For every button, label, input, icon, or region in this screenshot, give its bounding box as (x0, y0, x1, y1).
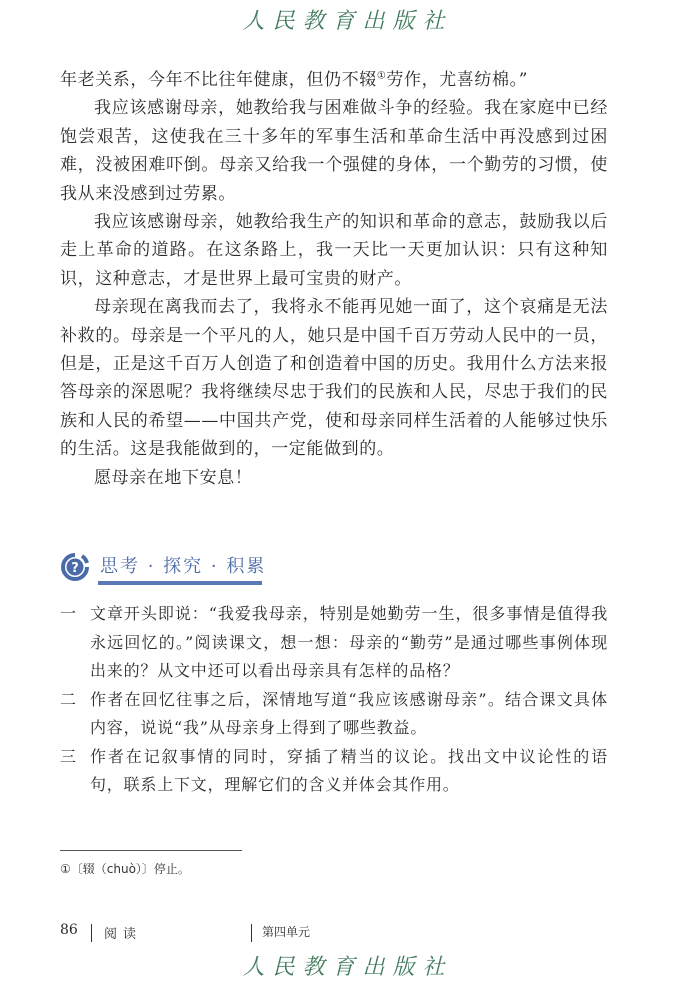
question-item (60, 743, 608, 800)
question-number: 一 (60, 604, 77, 623)
footer-divider (251, 924, 252, 942)
section-title: 思考 · 探究 · 积累 (100, 556, 267, 577)
publisher-logo-bottom: 人民教育出版社 (242, 955, 453, 980)
exercise-questions (60, 600, 608, 800)
question-item (60, 686, 608, 743)
paragraph-text: 年老关系，今年不比往年健康，但仍不辍 (60, 70, 377, 90)
svg-text:?: ? (71, 561, 79, 576)
paragraph-text: 劳作，尤喜纺棉。” (386, 70, 528, 90)
footer-unit-name: 第四单元 (262, 925, 311, 939)
publisher-logo-top: 人民教育出版社 (242, 9, 453, 34)
question-mark-circle-icon (60, 552, 90, 582)
question-text: 作者在记叙事情的同时，穿插了精当的议论。找出文中议论性的语句，联系上下文，理解它们的含义并体会其作用。 (90, 746, 608, 794)
footer-section-name: 阅读 (104, 927, 143, 942)
question-number: 三 (60, 746, 77, 766)
question-text: 作者在回忆往事之后，深情地写道“我应该感谢母亲”。结合课文具体内容，说说“我”从母亲身上得到了哪些教益。 (90, 689, 608, 737)
footnote-divider (60, 850, 242, 851)
footnote: ①〔辍（chuò）〕停止。 (60, 862, 190, 876)
paragraph-3: 我应该感谢母亲，她教给我生产的知识和革命的意志，鼓励我以后走上革命的道路。在这条路上，我一天比一天更加认识：只有这种知识，这种意志，才是世界上最可宝贵的财产。 (60, 212, 608, 289)
page-footer (0, 922, 695, 946)
question-number: 二 (60, 689, 77, 709)
section-underline (98, 581, 262, 585)
footnote-mark[interactable]: ① (376, 70, 387, 82)
article-body (60, 66, 608, 492)
footer-divider (91, 924, 92, 942)
paragraph-1 (60, 66, 608, 94)
paragraph-2: 我应该感谢母亲，她教给我与困难做斗争的经验。我在家庭中已经饱尝艰苦，这使我在三十多年的军事生活和革命生活中再没感到过困难，没被困难吓倒。母亲又给我一个强健的身体，一个勤劳的习惯，使我从来没感到过劳累。 (60, 98, 608, 204)
paragraph-5: 愿母亲在地下安息！ (94, 467, 253, 488)
paragraph-4: 母亲现在离我而去了，我将永不能再见她一面了，这个哀痛是无法补救的。母亲是一个平凡的人，她只是中国千百万劳动人民中的一员，但是，正是这千百万人创造了和创造着中国的历史。我用什么方法来报答母亲的深恩呢？我将继续尽忠于我们的民族和人民，尽忠于我们的民族和人民的希望——中国共产党，使和母亲同样生活着的人能够过快乐的生活。这是我能做到的，一定能做到的。 (60, 297, 608, 460)
page-number: 86 (60, 922, 78, 938)
exercise-section-header (60, 550, 270, 590)
question-text: 文章开头即说：“我爱我母亲，特别是她勤劳一生，很多事情是值得我永远回忆的。”阅读课文，想一想：母亲的“勤劳”是通过哪些事例体现出来的？从文中还可以看出母亲具有怎样的品格？ (90, 604, 608, 680)
question-item (60, 600, 608, 686)
